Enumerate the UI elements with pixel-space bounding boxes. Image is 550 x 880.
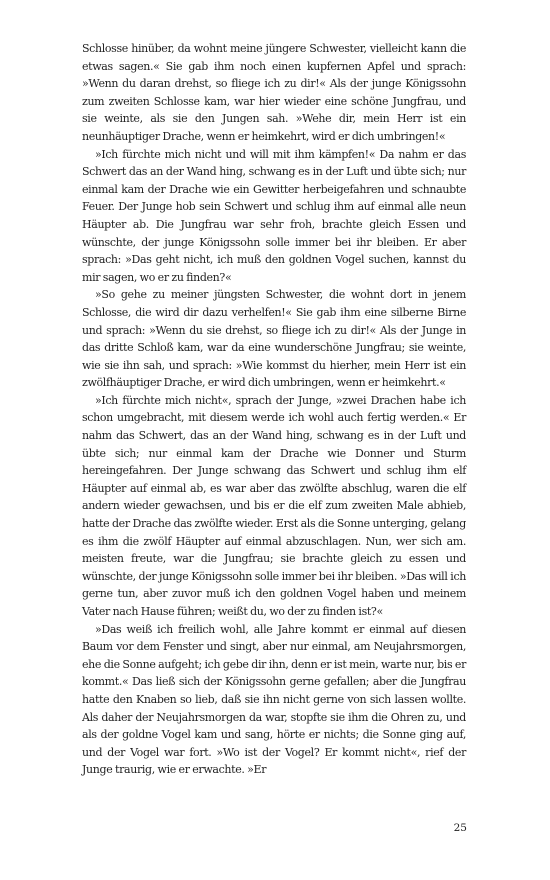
paragraph: »Ich fürchte mich nicht«, sprach der Junge, »zwei Drachen habe ich schon umgebracht, mit diesem werde ich wohl auch fertig werden.« Er nahm das Schwert, das an der Wand hing, schwang es in der Luft und übte sich; nur einmal kam der Drache wie Donner und Sturm hereingefahren. Der Junge schwang das Schwert und schlug ihm elf Häupter auf einmal ab, es war aber das zwölfte abschlug, waren die elf andern wieder gewachsen, und bis er die elf zum zweiten Male abhieb, hatte der Drache das zwölfte wieder. Erst als die Sonne unterging, gelang es ihm die zwölf Häupter auf einmal abzuschlagen. Nun, wer sich am. meisten freute, war die Jungfrau; sie brachte gleich zu essen und wünschte, der junge Königssohn solle immer bei ihr bleiben. »Das will ich gerne tun, aber zuvor muß ich den goldnen Vogel haben und meinem Vater nach Hause führen; weißt du, wo der zu finden ist?« [82,393,466,618]
body-text [82,40,466,779]
page-number: 25 [453,822,467,834]
paragraph: Schlosse hinüber, da wohnt meine jüngere Schwester, vielleicht kann die etwas sagen.« Sie gab ihm noch einen kupfernen Apfel und sprach: »Wenn du daran drehst, so fliege ich zu dir!« Als der junge Königssohn zum zweiten Schlosse kam, war hier wieder eine schöne Jungfrau, und sie weinte, als sie den Jungen sah. »Wehe dir, mein Herr ist ein neunhäuptiger Drache, wenn er heimkehrt, wird er dich umbringen!« [82,42,466,143]
paragraph: »Ich fürchte mich nicht und will mit ihm kämpfen!« Da nahm er das Schwert das an der Wand hing, schwang es in der Luft und übte sich; nur einmal kam der Drache wie ein Gewitter herbeigefahren und schnaubte Feuer. Der Junge hob sein Schwert und schlug ihm auf einmal alle neun Häupter ab. Die Jungfrau war sehr froh, brachte gleich Essen und wünschte, der junge Königssohn solle immer bei ihr bleiben. Er aber sprach: »Das geht nicht, ich muß den goldnen Vogel suchen, kannst du mir sagen, wo er zu finden?« [82,147,466,284]
paragraph: »So gehe zu meiner jüngsten Schwester, die wohnt dort in jenem Schlosse, die wird dir dazu verhelfen!« Sie gab ihm eine silberne Birne und sprach: »Wenn du sie drehst, so fliege ich zu dir!« Als der Junge in das dritte Schloß kam, war da eine wunderschöne Jungfrau; sie weinte, wie sie ihn sah, und sprach: »Wie kommst du hierher, mein Herr ist ein zwölfhäuptiger Drache, er wird dich umbringen, wenn er heimkehrt.« [82,288,466,390]
paragraph: »Das weiß ich freilich wohl, alle Jahre kommt er einmal auf diesen Baum vor dem Fenster und singt, aber nur einmal, am Neujahrsmorgen, ehe die Sonne aufgeht; ich gebe dir ihn, denn er ist mein, warte nur, bis er kommt.« Das ließ sich der Königssohn gerne gefallen; aber die Jungfrau hatte den Knaben so lieb, daß sie ihn nicht gerne von sich lassen wollte. Als daher der Neujahrsmorgen da war, stopfte sie ihm die Ohren zu, und als der goldne Vogel kam und sang, hörte er nichts; die Sonne ging auf, und der Vogel war fort. »Wo ist der Vogel? Er kommt nicht«, rief der Junge traurig, wie er erwachte. »Er [82,622,466,777]
